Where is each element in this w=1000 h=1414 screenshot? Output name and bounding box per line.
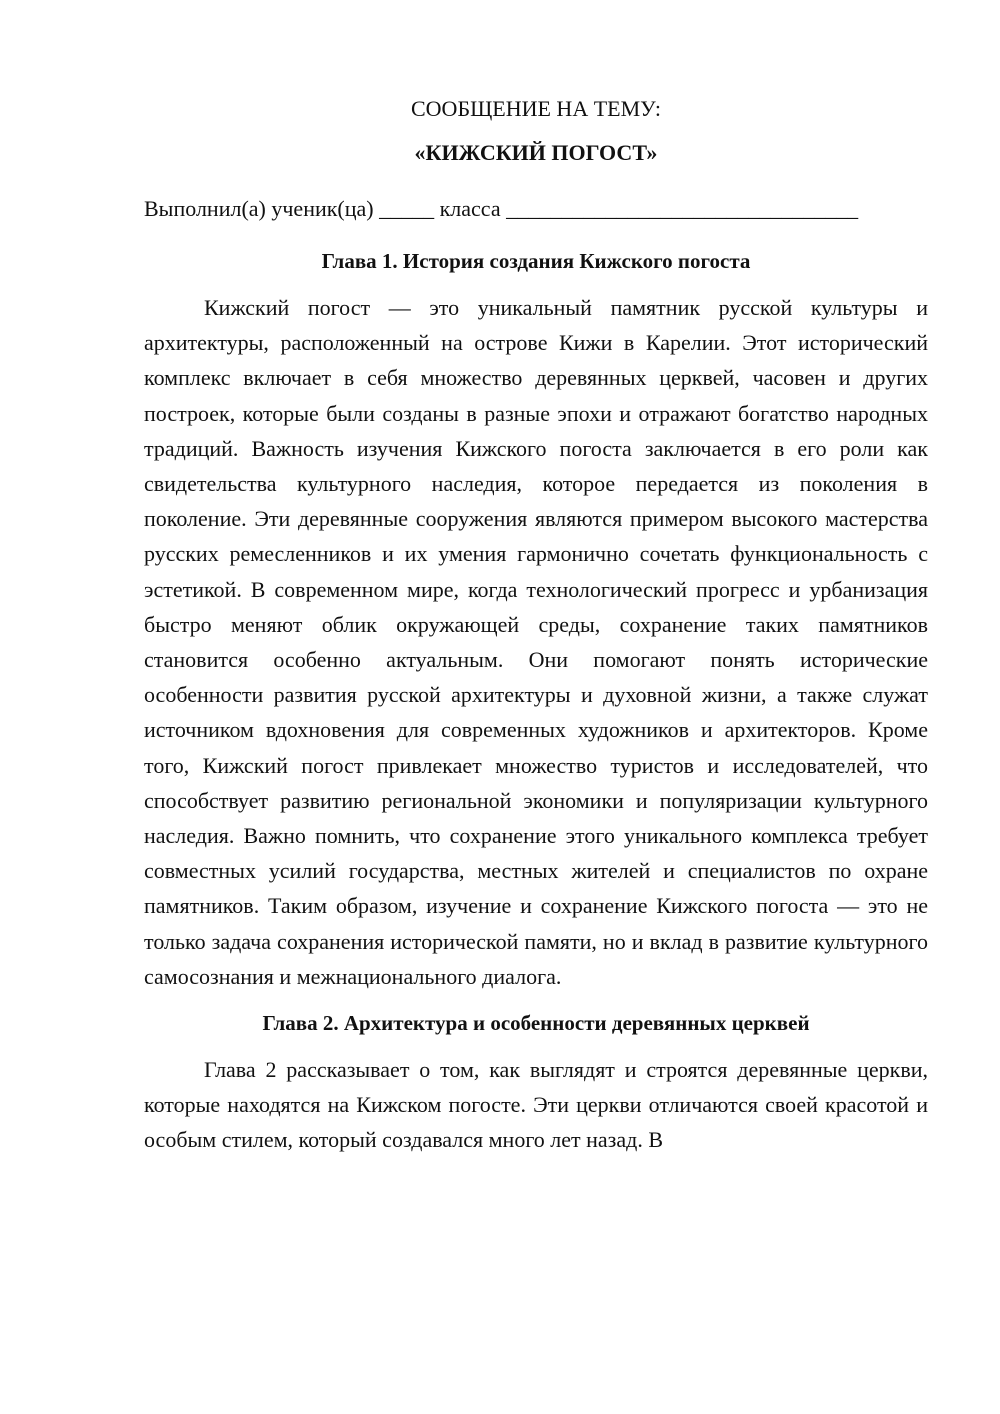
chapter-1-paragraph: Кижский погост — это уникальный памятник русской культуры и архитектуры, расположенный на острове Кижи в Карелии. Этот исторический комплекс включает в себя множество деревянных церквей, часовен и других построек, которые были созданы в разные эпохи и отражают богатство народных традиций. Важность изучения Кижского погоста заключается в его роли как свидетельства культурного наследия, которое передается из поколения в поколение. Эти деревянные сооружения являются примером высокого мастерства русских ремесленников и их умения гармонично сочетать функциональность с эстетикой. В современном мире, когда технологический прогресс и урбанизация быстро меняют облик окружающей среды, сохранение таких памятников становится особенно актуальным. Они помогают понять исторические особенности развития русской архитектуры и духовной жизни, а также служат источником вдохновения для современных художников и архитекторов. Кроме того, Кижский погост привлекает множество туристов и исследователей, что способствует развитию региональной экономики и популяризации культурного наследия. Важно помнить, что сохранение этого уникального комплекса требует совместных усилий государства, местных жителей и специалистов по охране памятников. Таким образом, изучение и сохранение Кижского погоста — это не только задача сохранения исторической памяти, но и вклад в развитие культурного самосознания и межнационального диалога. [144, 295, 928, 989]
chapter-2-heading: Глава 2. Архитектура и особенности деревянных церквей [262, 1011, 810, 1036]
document-title-line-2: «КИЖСКИЙ ПОГОСТ» [414, 140, 658, 165]
document-page [144, 92, 928, 1158]
document-title-line-1: СООБЩЕНИЕ НА ТЕМУ: [411, 96, 661, 121]
chapter-2-paragraph: Глава 2 рассказывает о том, как выглядят и строятся деревянные церкви, которые находятся на Кижском погосте. Эти церкви отличаются своей красотой и особым стилем, который создавался много лет назад. В [144, 1057, 928, 1153]
byline: Выполнил(а) ученик(ца) _____ класса ________________________________ [144, 196, 859, 221]
chapter-1-heading: Глава 1. История создания Кижского погоста [321, 249, 751, 273]
